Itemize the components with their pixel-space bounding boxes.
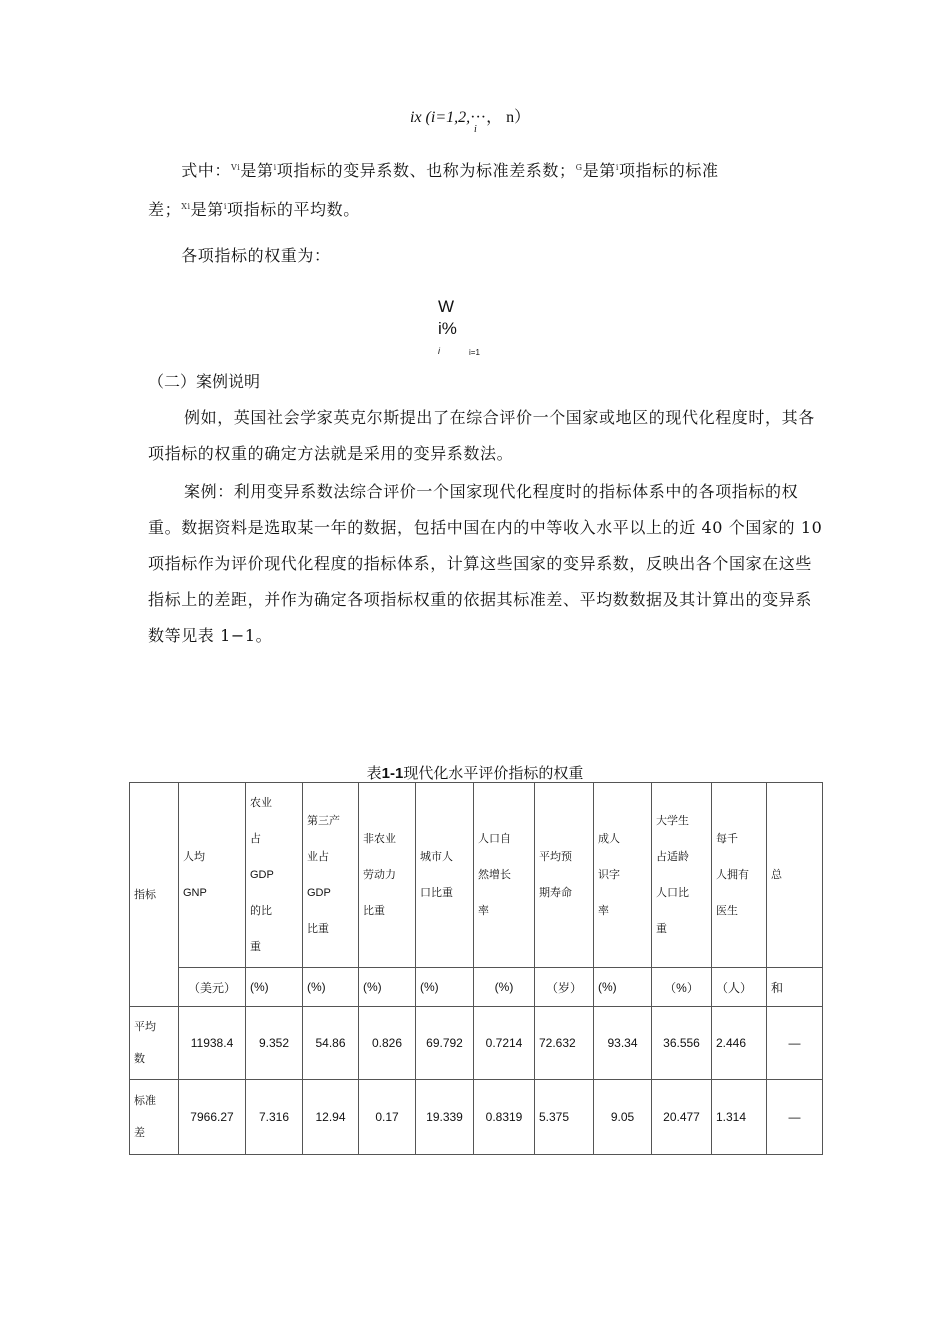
para1-h: 项指标的平均数。 <box>227 200 360 219</box>
header-cell: 人口自 然增长 率 <box>474 783 535 968</box>
table-caption-number: 1-1 <box>381 765 404 782</box>
value-cell: 1.314 <box>712 1080 767 1155</box>
header-cell: 成人 识字 率 <box>594 783 652 968</box>
value-cell: 93.34 <box>594 1007 652 1080</box>
value-cell: 20.477 <box>652 1080 712 1155</box>
header-cell: 非农业 劳动力 比重 <box>359 783 416 968</box>
value-cell: 7.316 <box>246 1080 303 1155</box>
formula-weight-w: W <box>438 297 455 316</box>
para1-g2: 是第 <box>190 200 224 219</box>
value-cell: 36.556 <box>652 1007 712 1080</box>
formula-cv-dots: ··· <box>470 109 487 126</box>
unit-cell: （人） <box>712 968 767 1007</box>
value-cell: 19.339 <box>416 1080 474 1155</box>
unit-cell: (%) <box>359 968 416 1007</box>
table-row-stddev <box>130 1080 823 1155</box>
value-cell: 0.7214 <box>474 1007 535 1080</box>
header-cell: 农业 占 GDP 的比 重 <box>246 783 303 968</box>
paragraph-example: 例如，英国社会学家英克尔斯提出了在综合评价一个国家或地区的现代化程度时，其各项指标的权重的确定方法就是采用的变异系数法。 <box>148 408 815 463</box>
symbol-vi: Vi <box>231 163 241 172</box>
header-cell: 人均 GNP <box>179 783 246 968</box>
header-cell: 每千 人拥有 医生 <box>712 783 767 968</box>
table-unit-row <box>130 968 823 1007</box>
unit-cell: （岁） <box>535 968 594 1007</box>
paragraph-case: 案例：利用变异系数法综合评价一个国家现代化程度时的指标体系中的各项指标的权重。数据资料是选取某一年的数据，包括中国在内的中等收入水平以上的近 40 个国家的 10 项指标作为评价现代化程度的指标体系，计算这些国家的变异系数，反映出各个国家在这些指标上的差距，并作为确定各项指标权重的依据其标准差、平均数数据及其计算出的变异系数等见表 1−1。 <box>148 482 823 645</box>
unit-cell: (%) <box>416 968 474 1007</box>
unit-cell: (%) <box>474 968 535 1007</box>
value-cell: 5.375 <box>535 1080 594 1155</box>
formula-cv-rest: ， n） <box>486 109 531 126</box>
table-caption-text: 现代化水平评价指标的权重 <box>403 764 584 782</box>
paragraph-weight-intro <box>148 238 828 274</box>
table-row-mean <box>130 1007 823 1080</box>
value-cell: 0.17 <box>359 1080 416 1155</box>
weight-intro-text: 各项指标的权重为： <box>181 246 331 265</box>
paragraph-definitions <box>148 150 828 228</box>
row-label: 标准 差 <box>130 1080 179 1155</box>
unit-cell: (%) <box>303 968 359 1007</box>
symbol-g: G <box>575 163 583 172</box>
value-cell: 72.632 <box>535 1007 594 1080</box>
unit-cell: 和 <box>767 968 823 1007</box>
value-cell: 12.94 <box>303 1080 359 1155</box>
unit-cell: (%) <box>594 968 652 1007</box>
header-cell: 总 <box>767 783 823 968</box>
value-cell: 69.792 <box>416 1007 474 1080</box>
para1-c: 项指标的变异系数、也称为标准差系数； <box>276 161 576 180</box>
value-cell: 7966.27 <box>179 1080 246 1155</box>
header-corner: 指标 <box>130 783 179 1007</box>
value-cell: 54.86 <box>303 1007 359 1080</box>
value-cell: — <box>767 1007 823 1080</box>
table-caption <box>0 762 950 783</box>
value-cell: 0.8319 <box>474 1080 535 1155</box>
table-caption-prefix: 表 <box>366 764 382 782</box>
value-cell: — <box>767 1080 823 1155</box>
symbol-i: i <box>223 202 228 211</box>
formula-cv-subscript: i <box>474 124 477 135</box>
formula-cv <box>410 104 531 135</box>
symbol-xi: Xi <box>181 202 191 211</box>
para1-f: 差； <box>148 200 182 219</box>
header-cell: 平均预 期寿命 <box>535 783 594 968</box>
formula-weight <box>438 296 457 362</box>
formula-cv-paren: (i=1,2, <box>425 109 471 126</box>
header-cell: 城市人 口比重 <box>416 783 474 968</box>
row-label: 平均 数 <box>130 1007 179 1080</box>
unit-cell: （美元） <box>179 968 246 1007</box>
para1-b: 是第 <box>240 161 274 180</box>
value-cell: 9.352 <box>246 1007 303 1080</box>
table-header-row <box>130 783 823 968</box>
para1-d: 是第 <box>582 161 616 180</box>
section-heading: （二）案例说明 <box>148 372 261 391</box>
symbol-i: i <box>273 163 277 172</box>
formula-weight-sub: i <box>438 346 440 356</box>
para1-a: 式中： <box>181 161 232 180</box>
unit-cell: (%) <box>246 968 303 1007</box>
formula-weight-pct: i% <box>438 319 457 338</box>
unit-cell: （%） <box>652 968 712 1007</box>
para1-e: 项指标的标准 <box>618 161 719 180</box>
value-cell: 0.826 <box>359 1007 416 1080</box>
header-cell: 第三产 业占 GDP 比重 <box>303 783 359 968</box>
formula-weight-sum-index: i=1 <box>469 348 480 357</box>
formula-cv-left: ix <box>410 109 422 126</box>
header-cell: 大学生 占适龄 人口比 重 <box>652 783 712 968</box>
indicator-weight-table <box>129 782 823 1155</box>
symbol-i: i <box>615 163 619 172</box>
value-cell: 9.05 <box>594 1080 652 1155</box>
value-cell: 11938.4 <box>179 1007 246 1080</box>
value-cell: 2.446 <box>712 1007 767 1080</box>
